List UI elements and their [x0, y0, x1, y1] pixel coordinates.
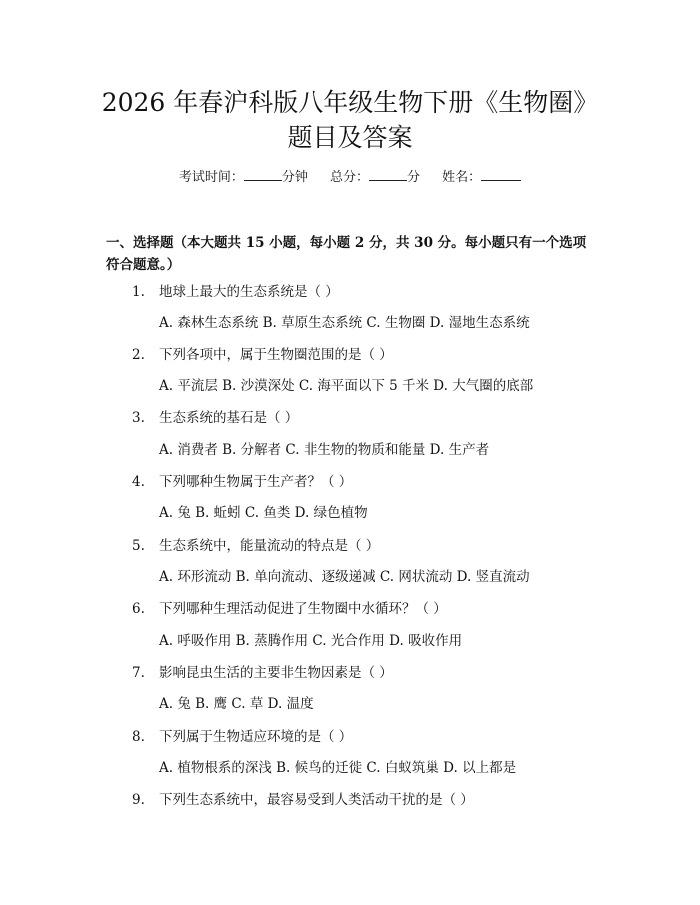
question-item	[132, 409, 298, 427]
name-label: 姓名：	[442, 170, 482, 185]
total-score-blank	[369, 168, 407, 181]
document-title-line-2: 题目及答案	[287, 123, 413, 152]
question-number: 1.	[132, 284, 145, 300]
question-text: 下列哪种生物属于生产者？（ ）	[159, 474, 353, 490]
exam-time-field	[179, 168, 308, 187]
total-score-label: 总分：	[329, 170, 369, 185]
exam-time-label: 考试时间：	[178, 170, 244, 185]
question-number: 8.	[132, 729, 145, 745]
question-item	[132, 664, 393, 682]
question-options: A. 森林生态系统 B. 草原生态系统 C. 生物圈 D. 湿地生态系统	[159, 315, 530, 331]
question-text: 下列哪种生理活动促进了生物圈中水循环？（ ）	[159, 601, 447, 617]
question-text: 下列各项中，属于生物圈范围的是（ ）	[159, 347, 393, 363]
question-options: A. 呼吸作用 B. 蒸腾作用 C. 光合作用 D. 吸收作用	[159, 633, 463, 649]
question-text: 地球上最大的生态系统是（ ）	[159, 284, 339, 300]
question-number: 5.	[132, 538, 145, 554]
question-item	[132, 283, 339, 301]
question-item	[132, 473, 352, 491]
question-options: A. 环形流动 B. 单向流动、逐级递减 C. 网状流动 D. 竖直流动	[159, 569, 530, 585]
question-number: 4.	[132, 474, 145, 490]
exam-meta-line	[0, 168, 700, 187]
question-item	[132, 791, 474, 809]
question-item	[132, 728, 352, 746]
question-options: A. 植物根系的深浅 B. 候鸟的迁徙 C. 白蚁筑巢 D. 以上都是	[159, 760, 517, 776]
question-number: 2.	[132, 347, 145, 363]
question-item	[132, 600, 447, 618]
question-options: A. 平流层 B. 沙漠深处 C. 海平面以下 5 千米 D. 大气圈的底部	[159, 378, 534, 394]
question-options: A. 兔 B. 鹰 C. 草 D. 温度	[159, 696, 314, 712]
exam-time-blank	[244, 168, 282, 181]
question-text: 影响昆虫生活的主要非生物因素是（ ）	[159, 665, 393, 681]
question-text: 生态系统中，能量流动的特点是（ ）	[159, 538, 380, 554]
question-text: 下列生态系统中，最容易受到人类活动干扰的是（ ）	[159, 792, 474, 808]
question-item	[132, 346, 393, 364]
total-score-unit: 分	[407, 170, 421, 185]
exam-time-unit: 分钟	[281, 170, 308, 185]
document-title-line-1: 2026 年春沪科版八年级生物下册《生物圈》	[101, 88, 599, 117]
total-score-field	[330, 168, 420, 187]
question-text: 生态系统的基石是（ ）	[159, 410, 299, 426]
question-number: 3.	[132, 410, 145, 426]
question-number: 7.	[132, 665, 145, 681]
question-text: 下列属于生物适应环境的是（ ）	[159, 729, 353, 745]
name-blank	[481, 168, 521, 181]
question-item	[132, 537, 379, 555]
question-options: A. 兔 B. 蚯蚓 C. 鱼类 D. 绿色植物	[159, 505, 368, 521]
name-field	[442, 168, 521, 187]
question-number: 9.	[132, 792, 145, 808]
question-number: 6.	[132, 601, 145, 617]
section-heading: 一、选择题（本大题共 15 小题，每小题 2 分，共 30 分。每小题只有一个选项符合题意。）	[106, 235, 587, 273]
question-options: A. 消费者 B. 分解者 C. 非生物的物质和能量 D. 生产者	[159, 442, 490, 458]
